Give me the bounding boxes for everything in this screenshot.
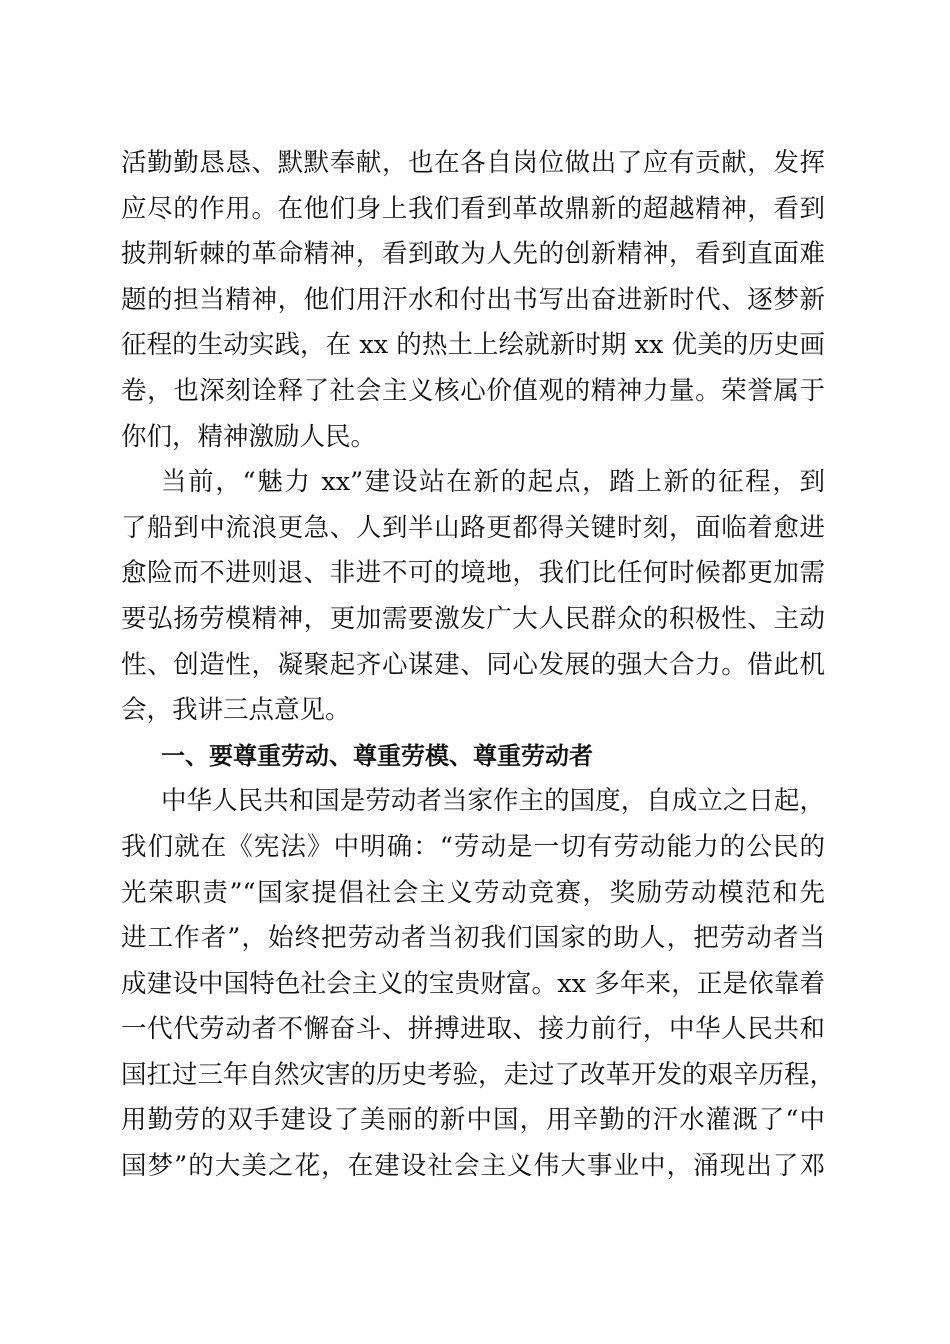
text-line: 愈险而不进则退、非进不可的境地，我们比任何时候都更加需	[121, 558, 825, 589]
paragraph-3	[121, 779, 836, 1189]
text-line: 性、创造性，凝聚起齐心谋建、同心发展的强大合力。借此机	[121, 649, 825, 680]
text-line: 活勤勤恳恳、默默奉献，也在各自岗位做出了应有贡献，发挥	[121, 148, 825, 178]
text-line: 国扛过三年自然灾害的历史考验，走过了改革开发的艰辛历程，	[121, 1059, 836, 1090]
text-line: 题的担当精神，他们用汗水和付出书写出奋进新时代、逐梦新	[121, 284, 825, 315]
text-line: 要弘扬劳模精神，更加需要激发广大人民群众的积极性、主动	[121, 603, 825, 634]
text-line: 光荣职责”“国家提倡社会主义劳动竞赛，奖励劳动模范和先	[121, 877, 825, 908]
text-line: 你们，精神激励人民。	[121, 421, 377, 452]
text-line: 卷，也深刻诠释了社会主义核心价值观的精神力量。荣誉属于	[121, 375, 825, 406]
text-line: 了船到中流浪更急、人到半山路更都得关键时刻，面临着愈进	[121, 512, 825, 543]
paragraph-1	[121, 141, 825, 460]
text-line: 会，我讲三点意见。	[121, 695, 351, 726]
text-line: 中华人民共和国是劳动者当家作主的国度，自成立之日起，	[161, 786, 825, 817]
text-line: 当前，“魅力 xx”建设站在新的起点，踏上新的征程，到	[161, 467, 825, 498]
text-line: 用勤劳的双手建设了美丽的新中国，用辛勤的汗水灌溉了“中	[121, 1105, 825, 1136]
paragraph-2	[121, 460, 825, 734]
text-line: 成建设中国特色社会主义的宝贵财富。xx 多年来，正是依靠着	[121, 968, 825, 999]
text-line: 征程的生动实践，在 xx 的热土上绘就新时期 xx 优美的历史画	[121, 330, 825, 361]
document-body	[121, 141, 836, 1190]
text-line: 一代代劳动者不懈奋斗、拼搏进取、接力前行，中华人民共和	[121, 1014, 825, 1045]
text-line: 应尽的作用。在他们身上我们看到革故鼎新的超越精神，看到	[121, 193, 825, 224]
text-line: 国梦”的大美之花，在建设社会主义伟大事业中，涌现出了邓	[121, 1151, 825, 1182]
section-heading: 一、要尊重劳动、尊重劳模、尊重劳动者	[161, 741, 593, 770]
text-line: 我们就在《宪法》中明确：“劳动是一切有劳动能力的公民的	[121, 831, 825, 862]
text-line: 进工作者”，始终把劳动者当初我们国家的助人，把劳动者当	[121, 923, 825, 954]
text-line: 披荆斩棘的革命精神，看到敢为人先的创新精神，看到直面难	[121, 239, 825, 270]
